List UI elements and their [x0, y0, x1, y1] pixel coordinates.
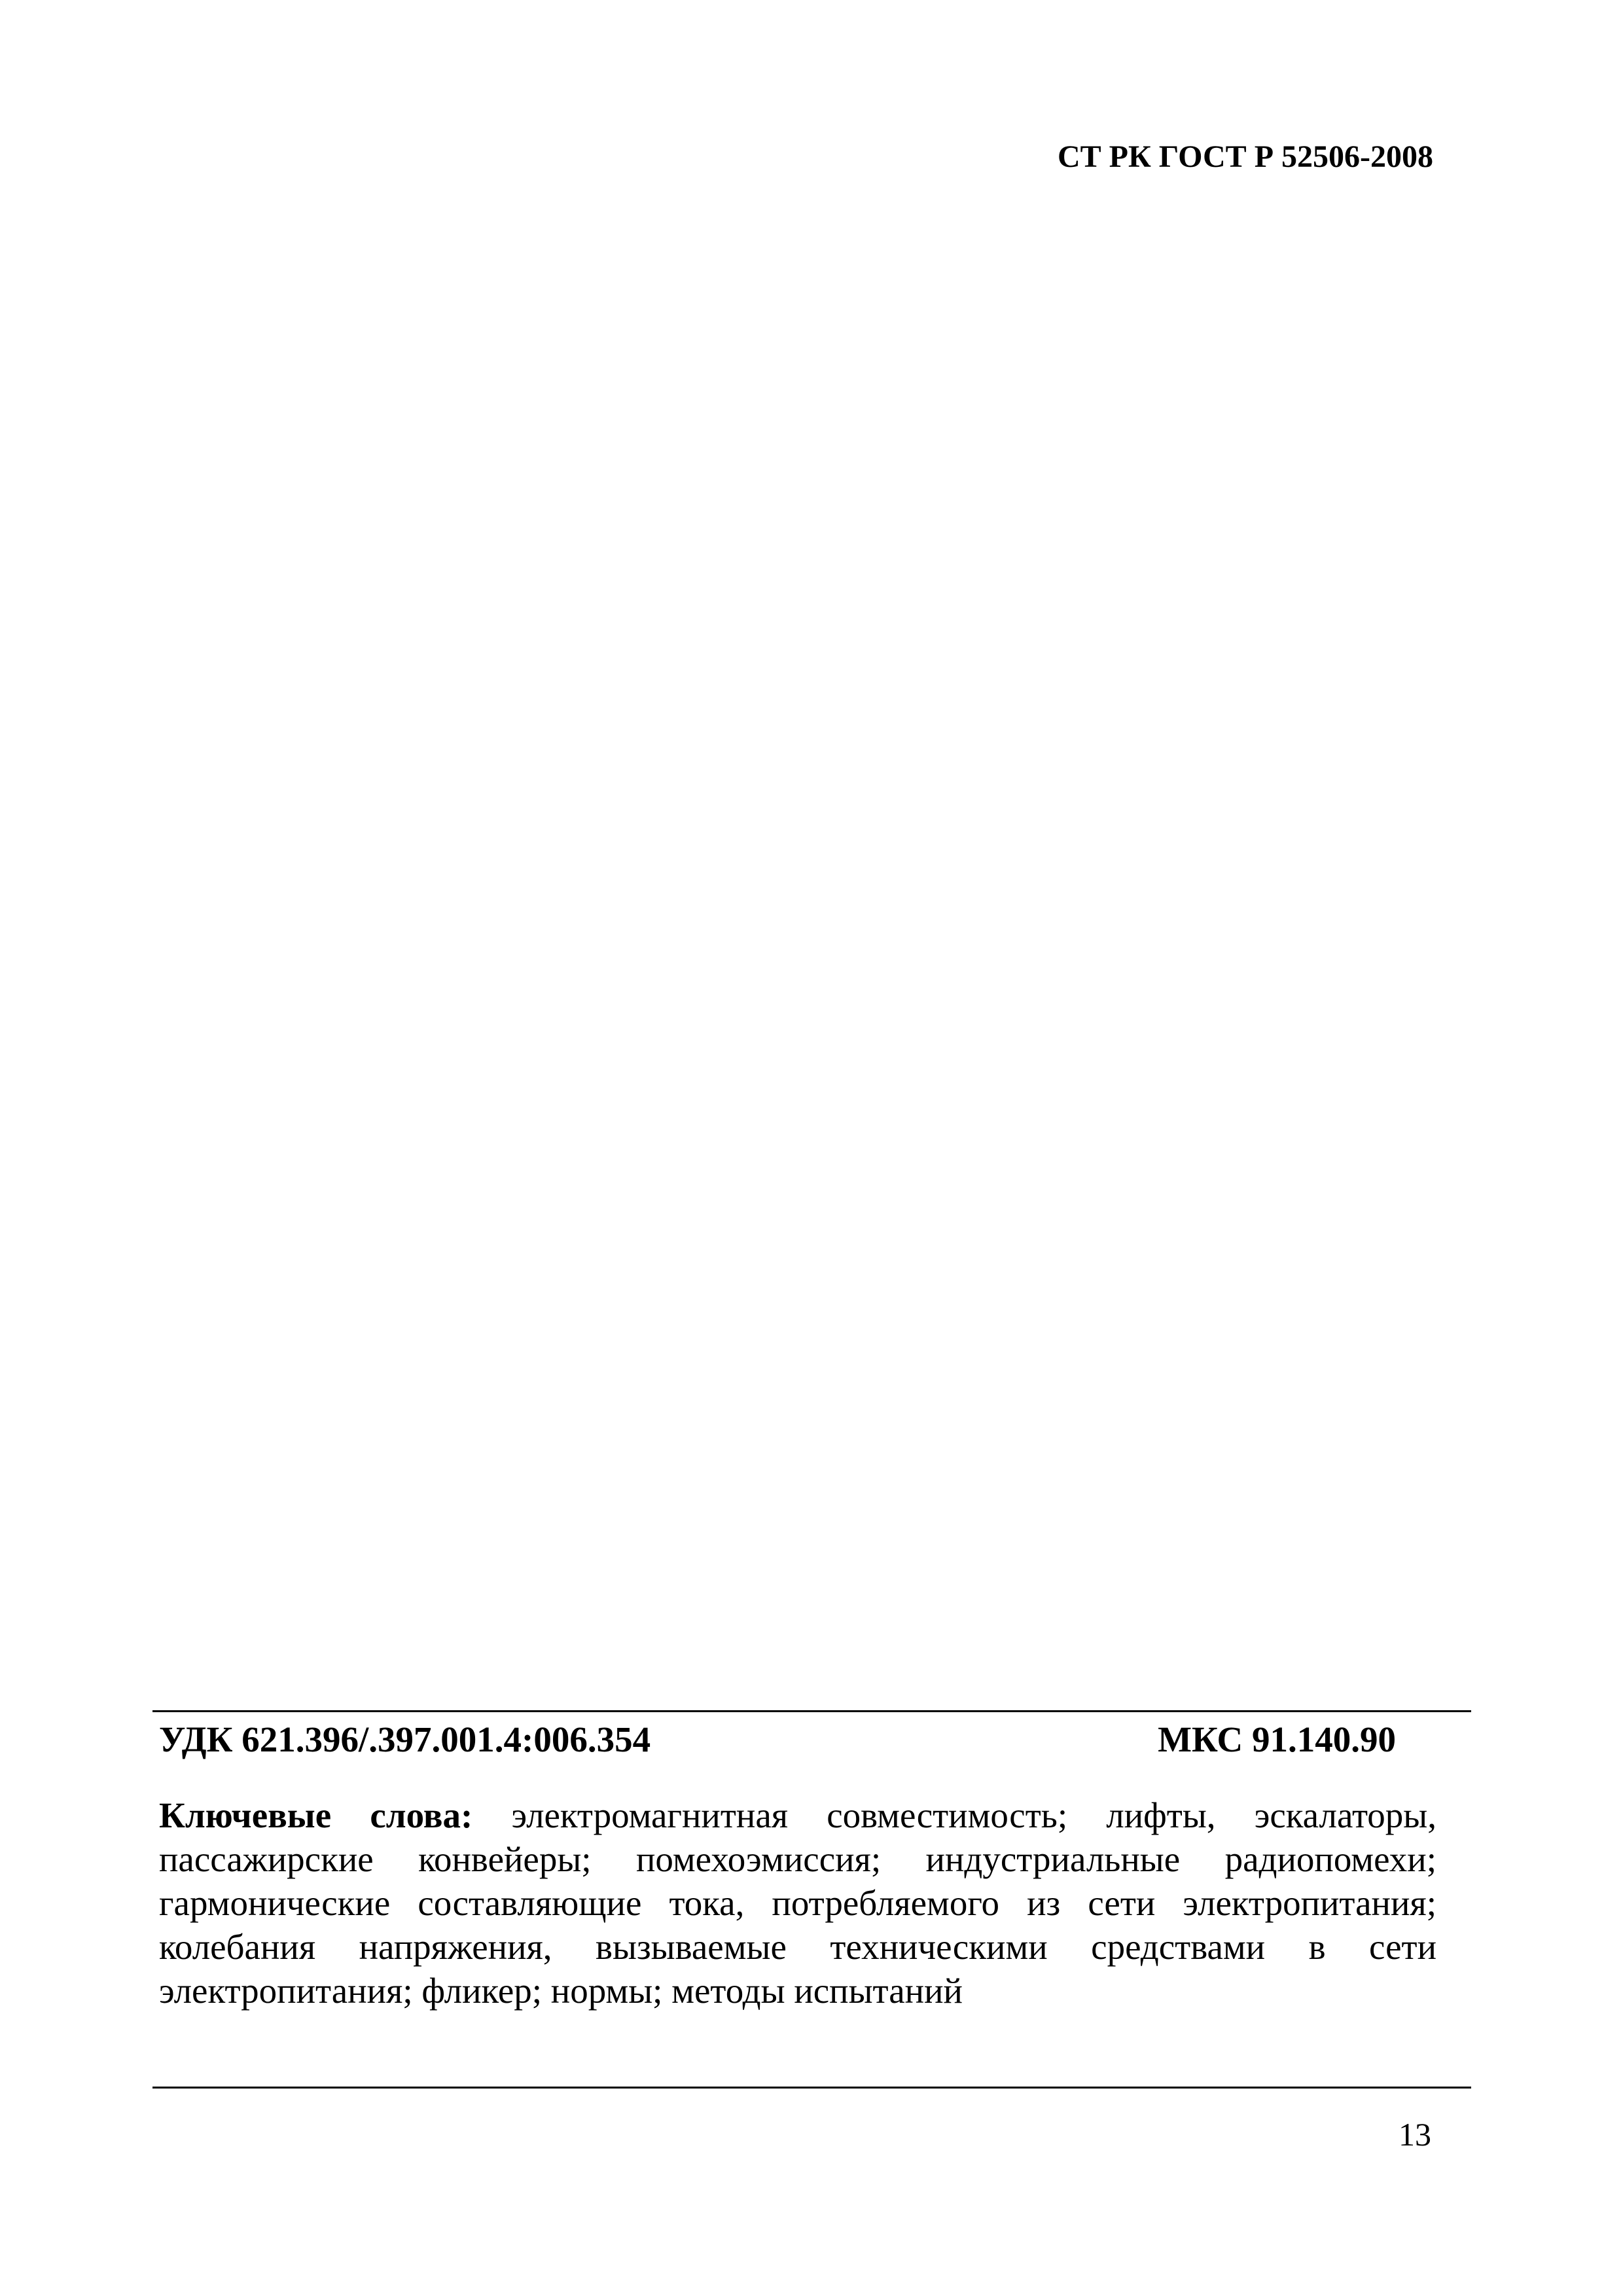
document-code: СТ РК ГОСТ Р 52506-2008: [1057, 139, 1433, 174]
mks-code: МКС 91.140.90: [1158, 1719, 1396, 1759]
page-number: 13: [1399, 2116, 1431, 2153]
keywords-label: Ключевые слова:: [159, 1795, 473, 1835]
keywords-paragraph: [159, 1793, 1436, 2013]
bottom-divider: [152, 2087, 1471, 2089]
keywords-text: электромагнитная совместимость; лифты, эскалаторы, пассажирские конвейеры; помехоэмиссия; индустриальные радиопомехи; гармонические составляющие тока, потребляемого из сети электропитания; колебания напряжения, вызываемые техническими средствами в сети электропитания; фликер; нормы; методы испытаний: [159, 1795, 1436, 2011]
top-divider: [152, 1710, 1471, 1712]
udk-code: УДК 621.396/.397.001.4:006.354: [159, 1719, 651, 1759]
